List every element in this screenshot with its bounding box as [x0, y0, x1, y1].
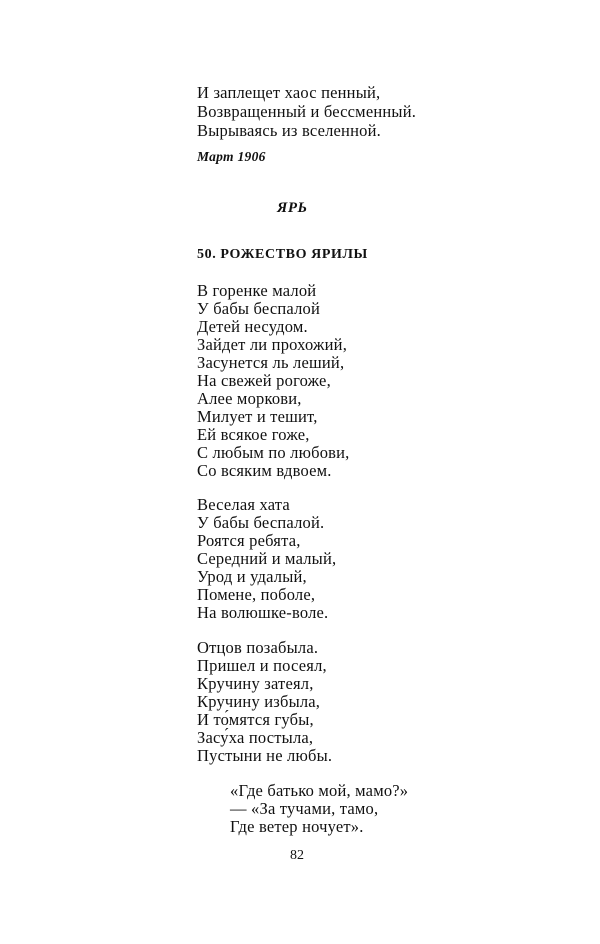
verse-line: Детей несудом.	[197, 317, 308, 336]
verse-line: Со всяким вдвоем.	[197, 461, 332, 480]
verse-line: — «За тучами, тамо,	[230, 799, 379, 818]
verse-line: На волюшке-воле.	[197, 603, 329, 622]
verse-line: Роятся ребята,	[197, 531, 301, 550]
verse-line: Возвращенный и бессменный.	[197, 102, 417, 121]
verse-line: И то́мятся губы,	[197, 710, 314, 729]
verse-line: Кручину избыла,	[197, 692, 321, 711]
verse-line: У бабы беспалой.	[197, 513, 325, 532]
verse-line: Помене, поболе,	[197, 585, 316, 604]
page-number: 82	[290, 848, 304, 863]
verse-line: Милует и тешит,	[197, 407, 318, 426]
verse-line: «Где батько мой, мамо?»	[230, 781, 409, 800]
verse-line: Отцов позабыла.	[197, 638, 319, 657]
verse-line: На свежей рогоже,	[197, 371, 331, 390]
verse-line: Веселая хата	[197, 495, 290, 514]
verse-line: Засу́ха постыла,	[197, 728, 314, 747]
poem-date: Март 1906	[197, 149, 266, 164]
verse-line: Алее моркови,	[197, 389, 302, 408]
verse-line: Вырываясь из вселенной.	[197, 121, 381, 140]
verse-line: Кручину затеял,	[197, 674, 314, 693]
verse-line: И заплещет хаос пенный,	[197, 83, 381, 102]
verse-line: У бабы беспалой	[197, 299, 320, 318]
poem-title: 50. РОЖЕСТВО ЯРИЛЫ	[197, 247, 368, 262]
verse-line: В горенке малой	[197, 281, 317, 300]
verse-line: Где ветер ночует».	[230, 817, 364, 836]
verse-line: Ей всякое гоже,	[197, 425, 310, 444]
verse-line: Зайдет ли прохожий,	[197, 335, 348, 354]
verse-line: Урод и удалый,	[197, 567, 307, 586]
verse-line: Пришел и посеял,	[197, 656, 327, 675]
verse-line: Середний и малый,	[197, 549, 337, 568]
verse-line: С любым по любови,	[197, 443, 350, 462]
section-title: ЯРЬ	[277, 200, 308, 216]
verse-line: Засунется ль леший,	[197, 353, 345, 372]
verse-line: Пустыни не любы.	[197, 746, 333, 765]
